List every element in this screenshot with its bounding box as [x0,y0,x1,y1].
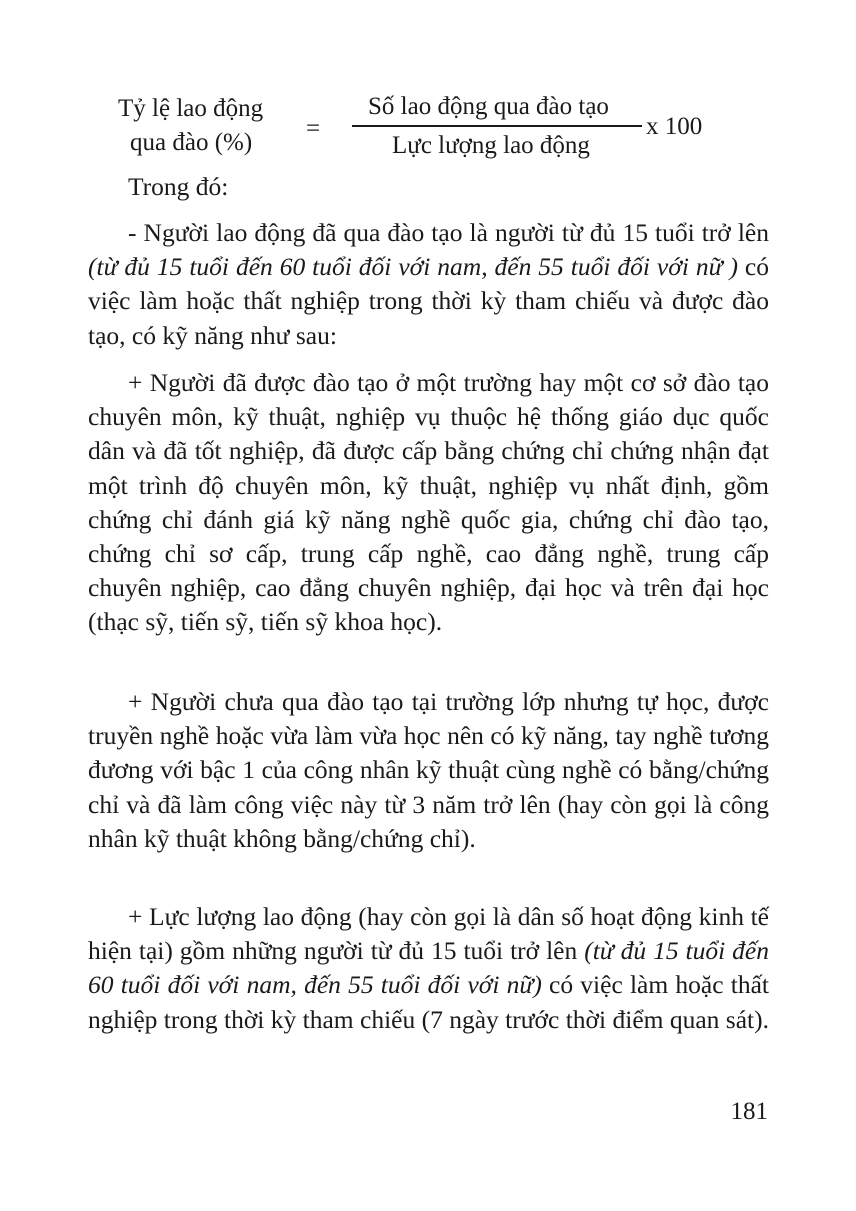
formula-left-line2: qua đào (%) [130,129,253,156]
fraction-bar [352,125,642,127]
paragraph-trained-worker-definition [88,216,769,353]
formula-equals-sign: = [306,115,321,142]
para1-italic-age-range: (từ đủ 15 tuổi đến 60 tuổi đối với nam, đến 55 tuổi đối với nữ ) [88,252,738,282]
paragraph-labor-force-definition [88,900,769,1037]
para1-text-end: có việc làm hoặc thất nghiệp trong thời kỳ tham chiếu và được đào tạo, có kỹ năng như sau: [88,252,769,350]
para1-text-start: - Người lao động đã qua đào tạo là người từ đủ 15 tuổi trở lên [128,218,769,247]
para2-text: + Người đã được đào tạo ở một trường hay một cơ sở đào tạo chuyên môn, kỹ thuật, nghiệp vụ thuộc hệ thống giáo dục quốc dân và đã tốt nghiệp, đã được cấp bằng chứng chỉ chứng nhận đạt một trình độ chuyên môn, kỹ thuật, nghiệp vụ nhất định, gồm chứng chỉ đánh giá kỹ năng nghề quốc gia, chứng chỉ đào tạo, chứng chỉ sơ cấp, trung cấp nghề, cao đẳng nghề, trung cấp chuyên nghiệp, cao đẳng chuyên nghiệp, đại học và trên đại học (thạc sỹ, tiến sỹ, tiến sỹ khoa học). [88,368,769,637]
para3-text: + Người chưa qua đào tạo tại trường lớp nhưng tự học, được truyền nghề hoặc vừa làm vừa học nên có kỹ năng, tay nghề tương đương với bậc 1 của công nhân kỹ thuật cùng nghề có bằng/chứng chỉ và đã làm công việc này từ 3 năm trở lên (hay còn gọi là công nhân kỹ thuật không bằng/chứng chỉ). [88,687,769,853]
para4-italic-age-range: (từ đủ 15 tuổi đến 60 tuổi đối với nam, đến 55 tuổi đối với nữ) [88,936,769,1000]
intro-text: Trong đó: [128,172,229,201]
formula-numerator: Số lao động qua đào tạo [368,93,609,120]
formula-left-line1: Tỷ lệ lao động [118,95,264,122]
paragraph-informally-trained [88,685,769,856]
formula-multiplier: x 100 [646,113,703,140]
para4-text-end: có việc làm hoặc thất nghiệp trong thời kỳ tham chiếu (7 ngày trước thời điểm quan sát). [88,970,770,1034]
paragraph-formally-trained [88,366,769,640]
formula-denominator: Lực lượng lao động [392,132,590,159]
para4-text-start: + Lực lượng lao động (hay còn gọi là dân số hoạt động kinh tế hiện tại) gồm những người từ đủ 15 tuổi trở lên [88,902,769,966]
formula-block [0,0,856,170]
page-number: 181 [730,1098,768,1125]
intro-paragraph [88,170,769,204]
